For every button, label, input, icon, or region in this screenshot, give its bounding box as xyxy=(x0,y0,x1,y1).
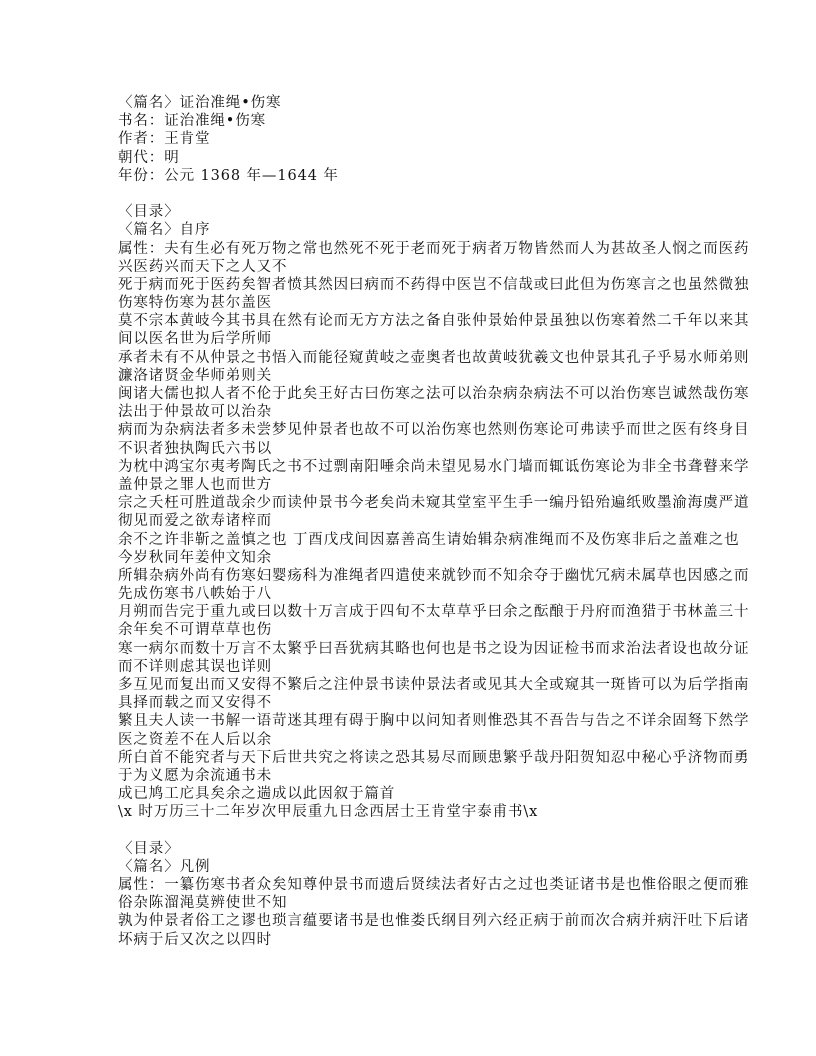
text-line: 而不详则虑其误也详则 xyxy=(118,658,272,675)
text-line: 兴医药兴而天下之人又不 xyxy=(118,258,288,275)
text-line: 盖仲景之罪人也而世方 xyxy=(118,476,272,493)
text-line: 宗之夭枉可胜道哉余少而读仲景书今老矣尚未窥其堂室平生手一编丹铅殆遍纸败墨渝海虞严道 xyxy=(118,495,750,512)
blank-line xyxy=(118,185,718,203)
text-line: 彻见而爱之欲寿诸梓而 xyxy=(118,513,272,530)
text-line: 先成伤寒书八帙始于八 xyxy=(118,586,272,603)
text-line: 俗杂陈溜渑莫辨使世不知 xyxy=(118,895,288,912)
text-line: 寒一病尔而数十万言不太繁乎曰吾犹病其略也何也是书之设为因证检书而求治法者设也故分证 xyxy=(118,640,750,657)
text-line: 余不之许非靳之盖慎之也 丁酉戊戌间因嘉善高生请始辑杂病准绳而不及伤寒非后之盖难之也 xyxy=(118,531,740,548)
document-body xyxy=(118,94,750,949)
text-line: 余年矣不可谓草草也伤 xyxy=(118,622,272,639)
text-line: 为枕中鸿宝尔夷考陶氏之书不过剽南阳唾余尚未望见易水门墙而辄诋伤寒论为非全书聋瞽来学 xyxy=(118,458,750,475)
text-line: 多互见而复出而又安得不繁后之注仲景书读仲景法者或见其大全或窥其一斑皆可以为后学指南 xyxy=(118,677,750,693)
text-line: 月朔而告完于重九或曰以数十万言成于四旬不太草草乎曰余之酝酿于丹府而渔猎于书林盖三十 xyxy=(118,604,750,621)
text-line: 间以医名世为后学所师 xyxy=(118,331,272,348)
text-line: 闽诸大儒也拟人者不伦于此矣王好古曰伤寒之法可以治杂病杂病法不可以治伤寒岂诚然哉伤寒 xyxy=(118,386,750,402)
text-line: 伤寒特伤寒为甚尔盖医 xyxy=(118,295,272,312)
text-line: 死于病而死于医药矣智者愤其然因曰病而不药得中医岂不信哉或曰此但为伤寒言之也虽然微独 xyxy=(118,276,750,293)
text-line: 朝代：明 xyxy=(118,149,180,166)
text-line: 坏病于后又次之以四时 xyxy=(118,931,272,948)
text-line: 不识者独执陶氏六书以 xyxy=(118,440,272,457)
text-line: 〈篇名〉自序 xyxy=(118,222,211,239)
text-line: 年份：公元 1368 年—1644 年 xyxy=(118,167,339,184)
text-line: 所白首不能究者与天下后世共究之将读之恐其易尽而顾患繁乎哉丹阳贺知忍中秘心乎济物而勇 xyxy=(118,749,750,766)
text-line: 〈篇名〉凡例 xyxy=(118,858,211,875)
text-line: \x 时万历三十二年岁次甲辰重九日念西居士王肯堂宇泰甫书\x xyxy=(118,804,539,821)
text-line: 成已鸠工庀具矣余之遄成以此因叙于篇首 xyxy=(118,786,396,803)
text-line: 繁且夫人读一书解一语苛迷其理有碍于胸中以问知者则惟恐其不吾告与告之不详余固驽下然学 xyxy=(118,713,750,730)
text-line: 具择而载之而又安得不 xyxy=(118,695,272,712)
text-line: 属性：夫有生必有死万物之常也然死不死于老而死于病者万物皆然而人为甚故圣人悯之而医药 xyxy=(118,240,750,257)
text-line: 法出于仲景故可以治杂 xyxy=(118,404,272,421)
text-line: 〈目录〉 xyxy=(118,840,180,857)
text-line: 莫不宗本黄岐今其书具在然有论而无方方法之备自张仲景始仲景虽独以伤寒着然二千年以来其 xyxy=(118,313,750,330)
text-line: 医之资差不在人后以余 xyxy=(118,731,272,748)
text-line: 孰为仲景者俗工之谬也琐言蕴要诸书是也惟娄氏纲目列六经正病于前而次合病并病汗吐下后诸 xyxy=(118,913,750,930)
text-line: 〈篇名〉证治准绳•伤寒 xyxy=(118,95,282,111)
text-line: 〈目录〉 xyxy=(118,204,180,221)
text-line: 承者未有不从仲景之书悟入而能径窥黄岐之壶奥者也故黄岐犹羲文也仲景其孔子乎易水师弟则 xyxy=(118,349,750,366)
text-line: 今岁秋同年姜仲文知余 xyxy=(118,549,272,566)
text-line: 作者：王肯堂 xyxy=(118,131,211,148)
blank-line xyxy=(118,822,718,840)
text-line: 书名：证治准绳•伤寒 xyxy=(118,113,267,130)
text-line: 于为义愿为余流通书未 xyxy=(118,767,272,784)
text-line: 病而为杂病法者多未尝梦见仲景者也故不可以治伤寒也然则伤寒论可弗读乎而世之医有终身目 xyxy=(118,422,750,439)
text-line: 濂洛诸贤金华师弟则关 xyxy=(118,367,272,384)
text-line: 属性：一纂伤寒书者众矣知尊仲景书而遗后贤续法者好古之过也类证诸书是也惟俗眼之便而雅 xyxy=(118,877,750,894)
text-line: 所辑杂病外尚有伤寒妇婴疡科为准绳者四遣使来就钞而不知余夺于幽忧冗病未属草也因感之而 xyxy=(118,567,750,584)
